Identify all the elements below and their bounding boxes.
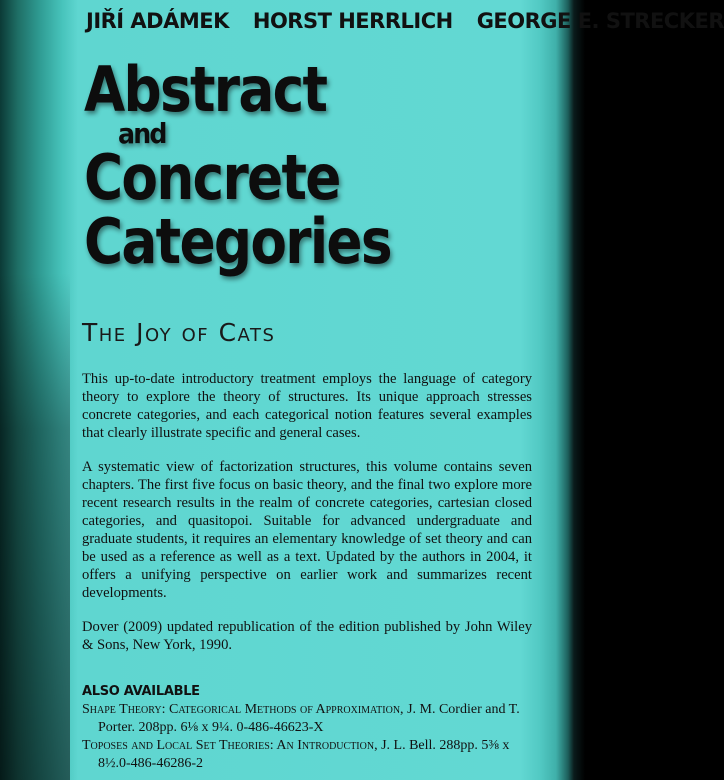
- related-title: Toposes and Local Set Theories: An Introduction,: [82, 738, 378, 753]
- description: [82, 370, 532, 670]
- publication-note: Dover (2009) updated republication of the edition published by John Wiley & Sons, New York, 1990.: [82, 619, 532, 653]
- related-details: J. L. Bell. 288pp. 5⅜ x 8½.0-486-46286-2: [98, 738, 510, 771]
- book-title: [84, 53, 504, 278]
- description-paragraph: This up-to-date introductory treatment employs the language of category theory to explore the theory of structures. Its unique approach stresses concrete categories, and each categorical notion features several examples that clearly illustrate specific and general cases.: [82, 371, 532, 441]
- title-line-and: and: [118, 117, 166, 150]
- author-name: JIŘÍ ADÁMEK: [86, 9, 229, 33]
- also-available-heading: ALSO AVAILABLE: [82, 684, 200, 699]
- list-item: [82, 737, 537, 773]
- author-line: [86, 9, 724, 39]
- related-title: Shape Theory: Categorical Methods of Approximation,: [82, 702, 404, 717]
- description-paragraph: A systematic view of factorization structures, this volume contains seven chapters. The first five focus on basic theory, and the final two explore more recent research results in the realm of concrete categories, cartesian closed categories, and quasitopoi. Suitable for advanced undergraduate and graduate students, it requires an elementary knowledge of set theory and can be used as a reference as well as a text. Updated by the authors in 2004, it offers a unifying perspective on earlier work and summarizes recent developments.: [82, 459, 532, 601]
- title-line-concrete: Concrete: [84, 141, 340, 214]
- list-item: [82, 701, 537, 737]
- related-details: J. M. Cordier and T. Porter. 208pp. 6⅛ x 9¼. 0-486-46623-X: [98, 702, 520, 735]
- title-line-categories: Categories: [84, 205, 391, 278]
- author-name: HORST HERRLICH: [252, 9, 453, 33]
- also-available-list: [82, 701, 537, 773]
- title-line-abstract: Abstract: [84, 53, 327, 126]
- author-name: GEORGE E. STRECKER: [476, 9, 724, 33]
- book-subtitle: The Joy of Cats: [82, 318, 276, 347]
